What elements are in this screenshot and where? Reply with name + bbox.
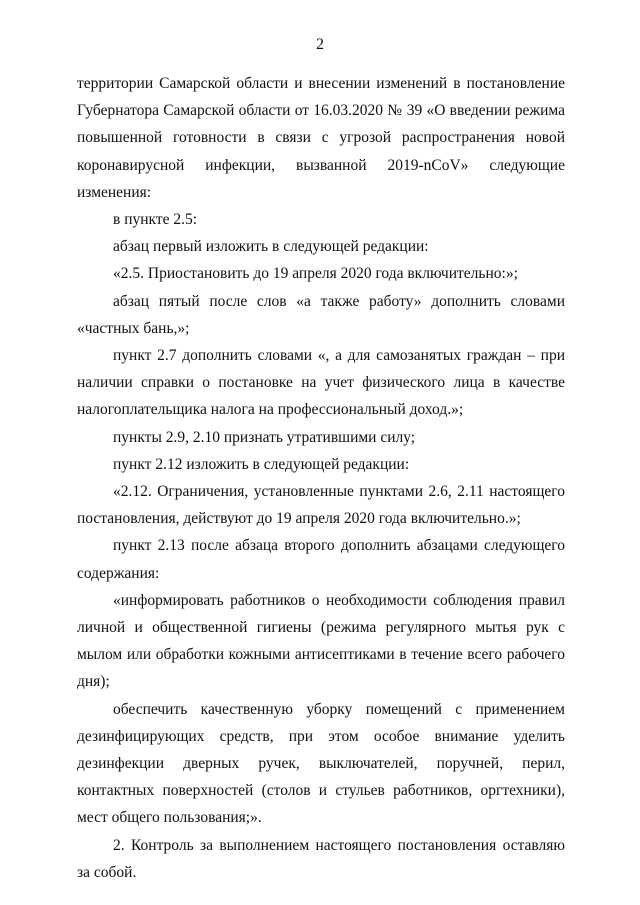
paragraph-item-2-7: пункт 2.7 дополнить словами «, а для самозанятых граждан – при наличии справки о постановке на учет физического лица в качестве налогоплательщика налога на профессиональный доход.»; [77, 347, 565, 419]
document-body [77, 70, 565, 886]
paragraph-first-abzac: абзац первый изложить в следующей редакции: [113, 238, 429, 256]
paragraph-quote-2-12: «2.12. Ограничения, установленные пунктами 2.6, 2.11 настоящего постановления, действуют до 19 апреля 2020 года включительно.»; [77, 483, 565, 528]
paragraph-cleaning: обеспечить качественную уборку помещений с применением дезинфицирующих средств, при этом особое внимание уделить дезинфекции дверных ручек, выключателей, поручней, перил, контактных поверхностей (столов и стульев работников, оргтехники), мест общего пользования;». [77, 700, 565, 827]
paragraph-control: 2. Контроль за выполнением настоящего постановления оставляю за собой. [77, 836, 565, 881]
paragraph-item-2-5: в пункте 2.5: [113, 211, 198, 229]
paragraph-items-2-9-2-10: пункты 2.9, 2.10 признать утратившими силу; [113, 428, 416, 446]
paragraph-continuation: территории Самарской области и внесении изменений в постановление Губернатора Самарской области от 16.03.2020 № 39 «О введении режима повышенной готовности в связи с угрозой распространения новой коронавирусной инфекции, вызванной 2019-nCoV» следующие изменения: [77, 75, 565, 201]
paragraph-quote-2-5: «2.5. Приостановить до 19 апреля 2020 года включительно:»; [113, 265, 518, 283]
paragraph-inform-workers: «информировать работников о необходимости соблюдения правил личной и общественной гигиены (режима регулярного мытья рук с мылом или обработки кожными антисептиками в течение всего рабочего дня); [77, 591, 565, 691]
paragraph-item-2-13: пункт 2.13 после абзаца второго дополнить абзацами следующего содержания: [77, 537, 565, 582]
paragraph-item-2-12: пункт 2.12 изложить в следующей редакции: [113, 455, 410, 473]
paragraph-fifth-abzac: абзац пятый после слов «а также работу» дополнить словами «частных бань,»; [77, 292, 565, 337]
page-number: 2 [316, 36, 324, 53]
